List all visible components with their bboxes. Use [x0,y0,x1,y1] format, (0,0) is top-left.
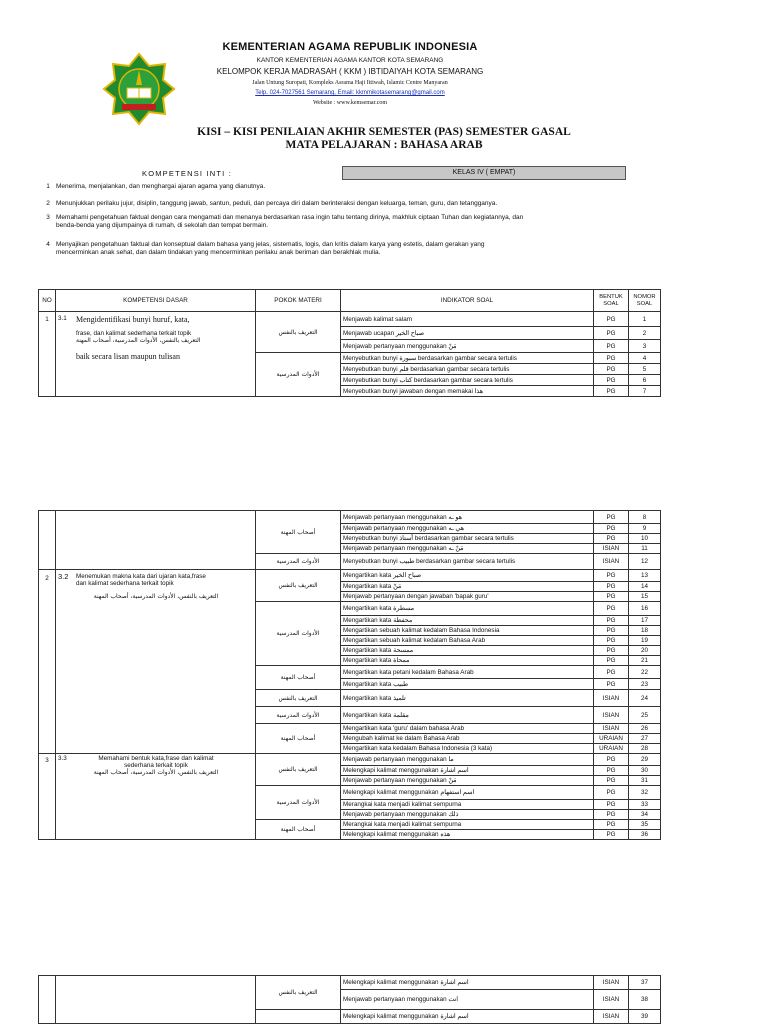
bentuk-cell: PG [594,666,629,679]
indikator-cell: Mengartikan kata ممحاة [341,656,594,666]
materi-cell: أصحاب المهنة [256,820,341,840]
kd-text: Memahami bentuk kata,frase dan kalimat [98,755,214,762]
indikator-cell: Merangkai kata menjadi kalimat sempurna [341,820,594,830]
bentuk-cell: PG [594,340,629,353]
bentuk-cell: PG [594,800,629,810]
indikator-cell: Menjawab pertanyaan menggunakan مَنْ [341,776,594,786]
nomor-cell: 7 [629,386,661,397]
indikator-cell: Menjawab pertanyaan dengan jawaban 'bapak guru' [341,592,594,602]
indikator-cell: Mengartikan kata تلميذ [341,690,594,707]
kd-arabic-topics: التعريف بالنفس، الأدوات المدرسية، أصحاب المهنة [76,337,201,344]
nomor-cell: 37 [629,976,661,990]
nomor-cell: 15 [629,592,661,602]
indikator-cell: Mengubah kalimat ke dalam Bahasa Arab [341,734,594,744]
bentuk-cell: PG [594,327,629,340]
bentuk-cell: ISIAN [594,554,629,570]
bentuk-cell: PG [594,776,629,786]
indikator-cell: Menyebutkan bunyi قلم berdasarkan gambar secara tertulis [341,364,594,375]
bentuk-cell: PG [594,375,629,386]
indikator-cell: Mengartikan kata مقلمة [341,707,594,724]
kd-cell [56,570,256,754]
kd-code: 3.3 [58,755,67,762]
nomor-cell: 19 [629,636,661,646]
materi-cell: أصحاب المهنة [256,666,341,690]
bentuk-cell: PG [594,592,629,602]
working-group-name: KELOMPOK KERJA MADRASAH ( KKM ) IBTIDAIYAH KOTA SEMARANG [216,67,484,76]
bentuk-cell: ISIAN [594,976,629,990]
nomor-cell: 11 [629,544,661,554]
indikator-cell: Menjawab pertanyaan menggunakan انت [341,990,594,1010]
table-row [39,511,661,524]
ki-number: 1 [46,183,50,190]
bentuk-cell: PG [594,786,629,800]
nomor-cell: 29 [629,754,661,766]
indikator-cell: Mengartikan kata صباح الخير [341,570,594,582]
kd-number: 1 [39,312,56,397]
core-competency-heading: KOMPETENSI INTI : [142,169,232,178]
nomor-cell: 26 [629,724,661,734]
materi-cell-empty [256,1010,341,1024]
bentuk-cell: PG [594,524,629,534]
indikator-cell: Menjawab pertanyaan menggunakan مَنْ ـه [341,544,594,554]
kd-cell-continued [56,976,256,1024]
ki-number: 4 [46,241,50,248]
nomor-cell: 30 [629,766,661,776]
indikator-cell: Mengartikan kata محفظة [341,616,594,626]
nomor-cell: 1 [629,312,661,327]
bentuk-cell: ISIAN [594,707,629,724]
indikator-cell: Melengkapi kalimat menggunakan اسم اشارة [341,766,594,776]
kisi-table-part-1 [38,289,661,397]
ki-text-continued: benda-benda yang dijumpainya di rumah, di sekolah dan tempat bermain. [56,222,269,229]
bentuk-cell: PG [594,570,629,582]
materi-cell: التعريف بالنفس [256,570,341,602]
nomor-cell: 10 [629,534,661,544]
indikator-cell: Mengartikan kata مسطرة [341,602,594,616]
bentuk-cell: PG [594,766,629,776]
indikator-cell: Mengartikan kata مَنْ [341,582,594,592]
nomor-cell: 39 [629,1010,661,1024]
indikator-cell: Melengkapi kalimat menggunakan هذه [341,830,594,840]
kisi-table-part-3 [38,975,661,1024]
bentuk-cell: PG [594,830,629,840]
bentuk-cell: PG [594,386,629,397]
indikator-cell: Menjawab pertanyaan menggunakan ما [341,754,594,766]
bentuk-cell: PG [594,364,629,375]
bentuk-cell: PG [594,636,629,646]
materi-cell: الأدوات المدرسية [256,554,341,570]
nomor-cell: 33 [629,800,661,810]
nomor-cell: 9 [629,524,661,534]
indikator-cell: Menjawab pertanyaan menggunakan هي ـه [341,524,594,534]
indikator-cell: Melengkapi kalimat menggunakan اسم استفهام [341,786,594,800]
kd-cell-continued [56,511,256,570]
bentuk-cell: PG [594,656,629,666]
header-indikator: INDIKATOR SOAL [341,290,594,312]
materi-cell: الأدوات المدرسية [256,786,341,820]
ki-number: 2 [46,200,50,207]
header-nomor: NOMOR SOAL [629,290,661,312]
nomor-cell: 38 [629,990,661,1010]
indikator-cell: Menjawab pertanyaan menggunakan مَنْ [341,340,594,353]
indikator-cell: Mengartikan sebuah kalimat kedalam Bahasa Indonesia [341,626,594,636]
bentuk-cell: ISIAN [594,544,629,554]
kd-text: Mengidentifikasi bunyi huruf, kata, [76,315,190,324]
indikator-cell: Menjawab kalimat salam [341,312,594,327]
kd-code: 3.2 [58,572,69,581]
materi-cell: التعريف بالنفس [256,754,341,786]
bentuk-cell: PG [594,754,629,766]
header-materi: POKOK MATERI [256,290,341,312]
materi-cell: التعريف بالنفس [256,690,341,707]
indikator-cell: Mengartikan sebuah kalimat kedalam Bahasa Arab [341,636,594,646]
website-line: Website : www.kemsemar.com [312,100,388,106]
core-competency-item [42,200,722,210]
ki-number: 3 [46,214,50,221]
logo-ribbon [122,104,156,110]
contact-link[interactable]: Telp. 024-7027561 Semarang, Email: kkmmikotasemarang@gmail.com [255,90,445,96]
bentuk-cell: PG [594,511,629,524]
ministry-logo [102,52,176,126]
nomor-cell: 23 [629,679,661,690]
materi-cell: أصحاب المهنة [256,511,341,554]
nomor-cell: 31 [629,776,661,786]
kd-code: 3.1 [58,315,67,322]
bentuk-cell: PG [594,534,629,544]
nomor-cell: 3 [629,340,661,353]
bentuk-cell: ISIAN [594,1010,629,1024]
table-row [39,754,661,766]
nomor-cell: 28 [629,744,661,754]
bentuk-cell: PG [594,810,629,820]
indikator-cell: Menyebutkan bunyi أستاذ berdasarkan gambar secara tertulis [341,534,594,544]
table-row [39,976,661,990]
materi-cell: الأدوات المدرسية [256,602,341,666]
nomor-cell: 5 [629,364,661,375]
nomor-cell: 34 [629,810,661,820]
bentuk-cell: PG [594,312,629,327]
nomor-cell: 24 [629,690,661,707]
kd-arabic-topics: التعريف بالنفس، الأدوات المدرسية، أصحاب المهنة [93,769,219,776]
indikator-cell: Melengkapi kalimat menggunakan اسم اشارة [341,1010,594,1024]
ministry-name: KEMENTERIAN AGAMA REPUBLIK INDONESIA [222,41,478,53]
bentuk-cell: PG [594,582,629,592]
indikator-cell: Mengartikan kata طبيب [341,679,594,690]
bentuk-cell: PG [594,626,629,636]
indikator-cell: Mengartikan kata petani kedalam Bahasa Arab [341,666,594,679]
indikator-cell: Merangkai kata menjadi kalimat sempurna [341,800,594,810]
nomor-cell: 22 [629,666,661,679]
core-competency-item [42,241,722,259]
address-line: Jalan Untung Suropati, Kompleks Asrama Haji Ittiwah, Islamic Centre Manyaran [252,80,448,86]
kd-number-empty [39,511,56,570]
bentuk-cell: PG [594,820,629,830]
class-label: KELAS IV ( EMPAT) [342,166,626,180]
materi-cell: أصحاب المهنة [256,724,341,754]
table-header-row [39,290,661,312]
nomor-cell: 13 [629,570,661,582]
nomor-cell: 6 [629,375,661,386]
bentuk-cell: URAIAN [594,734,629,744]
header-kd: KOMPETENSI DASAR [56,290,256,312]
ki-text: Menerima, menjalankan, dan menghargai ajaran agama yang dianutnya. [56,183,266,190]
indikator-cell: Mengartikan kata ممسحة [341,646,594,656]
kd-number-empty [39,976,56,1024]
document-title: KISI – KISI PENILAIAN AKHIR SEMESTER (PAS) SEMESTER GASAL [197,126,571,138]
ki-text: Menyajikan pengetahuan faktual dan konseptual dalam bahasa yang jelas, sistematis, logis, dan kritis dalam karya yang estetis, dalam gerakan yang [56,241,485,248]
materi-cell: التعريف بالنفس [256,976,341,1010]
nomor-cell: 8 [629,511,661,524]
kd-cell [56,312,256,397]
materi-cell: الأدوات المدرسية [256,707,341,724]
core-competency-item [42,183,722,193]
kd-number: 2 [39,570,56,754]
indikator-cell: Menjawab ucapan صباح الخير [341,327,594,340]
nomor-cell: 27 [629,734,661,744]
nomor-cell: 12 [629,554,661,570]
kd-text: Menemukan makna kata dari ujaran kata,frase [76,573,206,580]
nomor-cell: 17 [629,616,661,626]
nomor-cell: 4 [629,353,661,364]
nomor-cell: 21 [629,656,661,666]
nomor-cell: 36 [629,830,661,840]
header-bentuk: BENTUK SOAL [594,290,629,312]
table-row [39,312,661,327]
nomor-cell: 25 [629,707,661,724]
indikator-cell: Menyebutkan bunyi كتاب berdasarkan gambar secara tertulis [341,375,594,386]
nomor-cell: 14 [629,582,661,592]
bentuk-cell: ISIAN [594,724,629,734]
indikator-cell: Menyebutkan bunyi طبيب berdasarkan gambar secara tertulis [341,554,594,570]
nomor-cell: 2 [629,327,661,340]
kisi-table-part-2 [38,510,661,840]
ki-text-continued: mencerminkan anak sehat, dan dalam tindakan yang mencerminkan perilaku anak beriman dan berakhlak mulia. [56,249,381,256]
indikator-cell: Mengartikan kata 'guru' dalam bahasa Arab [341,724,594,734]
kd-text: baik secara lisan maupun tulisan [76,352,180,361]
indikator-cell: Mengartikan kata kedalam Bahasa Indonesia (3 kata) [341,744,594,754]
bentuk-cell: PG [594,679,629,690]
indikator-cell: Menyebutkan bunyi jawaban dengan memakai هذا [341,386,594,397]
kd-number: 3 [39,754,56,840]
kd-text: frase, dan kalimat sederhana terkait topik [76,330,192,337]
materi-cell: التعريف بالنفس [256,312,341,353]
table-row [39,570,661,582]
indikator-cell: Menjawab pertanyaan menggunakan ذلك [341,810,594,820]
indikator-cell: Menyebutkan bunyi سبورة berdasarkan gambar secara tertulis [341,353,594,364]
materi-cell: الأدوات المدرسية [256,353,341,397]
kd-cell [56,754,256,840]
bentuk-cell: PG [594,353,629,364]
bentuk-cell: PG [594,616,629,626]
bentuk-cell: URAIAN [594,744,629,754]
header-no: NO [39,290,56,312]
office-name: KANTOR KEMENTERIAN AGAMA KANTOR KOTA SEMARANG [256,57,444,64]
ki-text: Memahami pengetahuan faktual dengan cara mengamati dan menanya berdasarkan rasa ingin tahu tentang dirinya, makhluk ciptaan Tuhan dan kegiatannya, dan [56,214,524,221]
nomor-cell: 20 [629,646,661,656]
nomor-cell: 18 [629,626,661,636]
indikator-cell: Melengkapi kalimat menggunakan اسم اشارة [341,976,594,990]
ki-text: Menunjukkan perilaku jujur, disiplin, tanggung jawab, santun, peduli, dan percaya diri dalam berinteraksi dengan keluarga, teman, guru, dan tetangganya. [56,200,498,207]
nomor-cell: 35 [629,820,661,830]
core-competency-item [42,214,722,232]
bentuk-cell: PG [594,602,629,616]
nomor-cell: 16 [629,602,661,616]
bentuk-cell: ISIAN [594,990,629,1010]
kd-arabic-topics: التعريف بالنفس، الأدوات المدرسية، أصحاب المهنة [93,593,219,600]
nomor-cell: 32 [629,786,661,800]
kd-text: sederhana terkait topik [124,762,188,769]
bentuk-cell: PG [594,646,629,656]
bentuk-cell: ISIAN [594,690,629,707]
subject-title: MATA PELAJARAN : BAHASA ARAB [285,139,483,151]
kd-text: dan kalimat sederhana terkait topik [76,580,174,587]
indikator-cell: Menjawab pertanyaan menggunakan هو ـه [341,511,594,524]
